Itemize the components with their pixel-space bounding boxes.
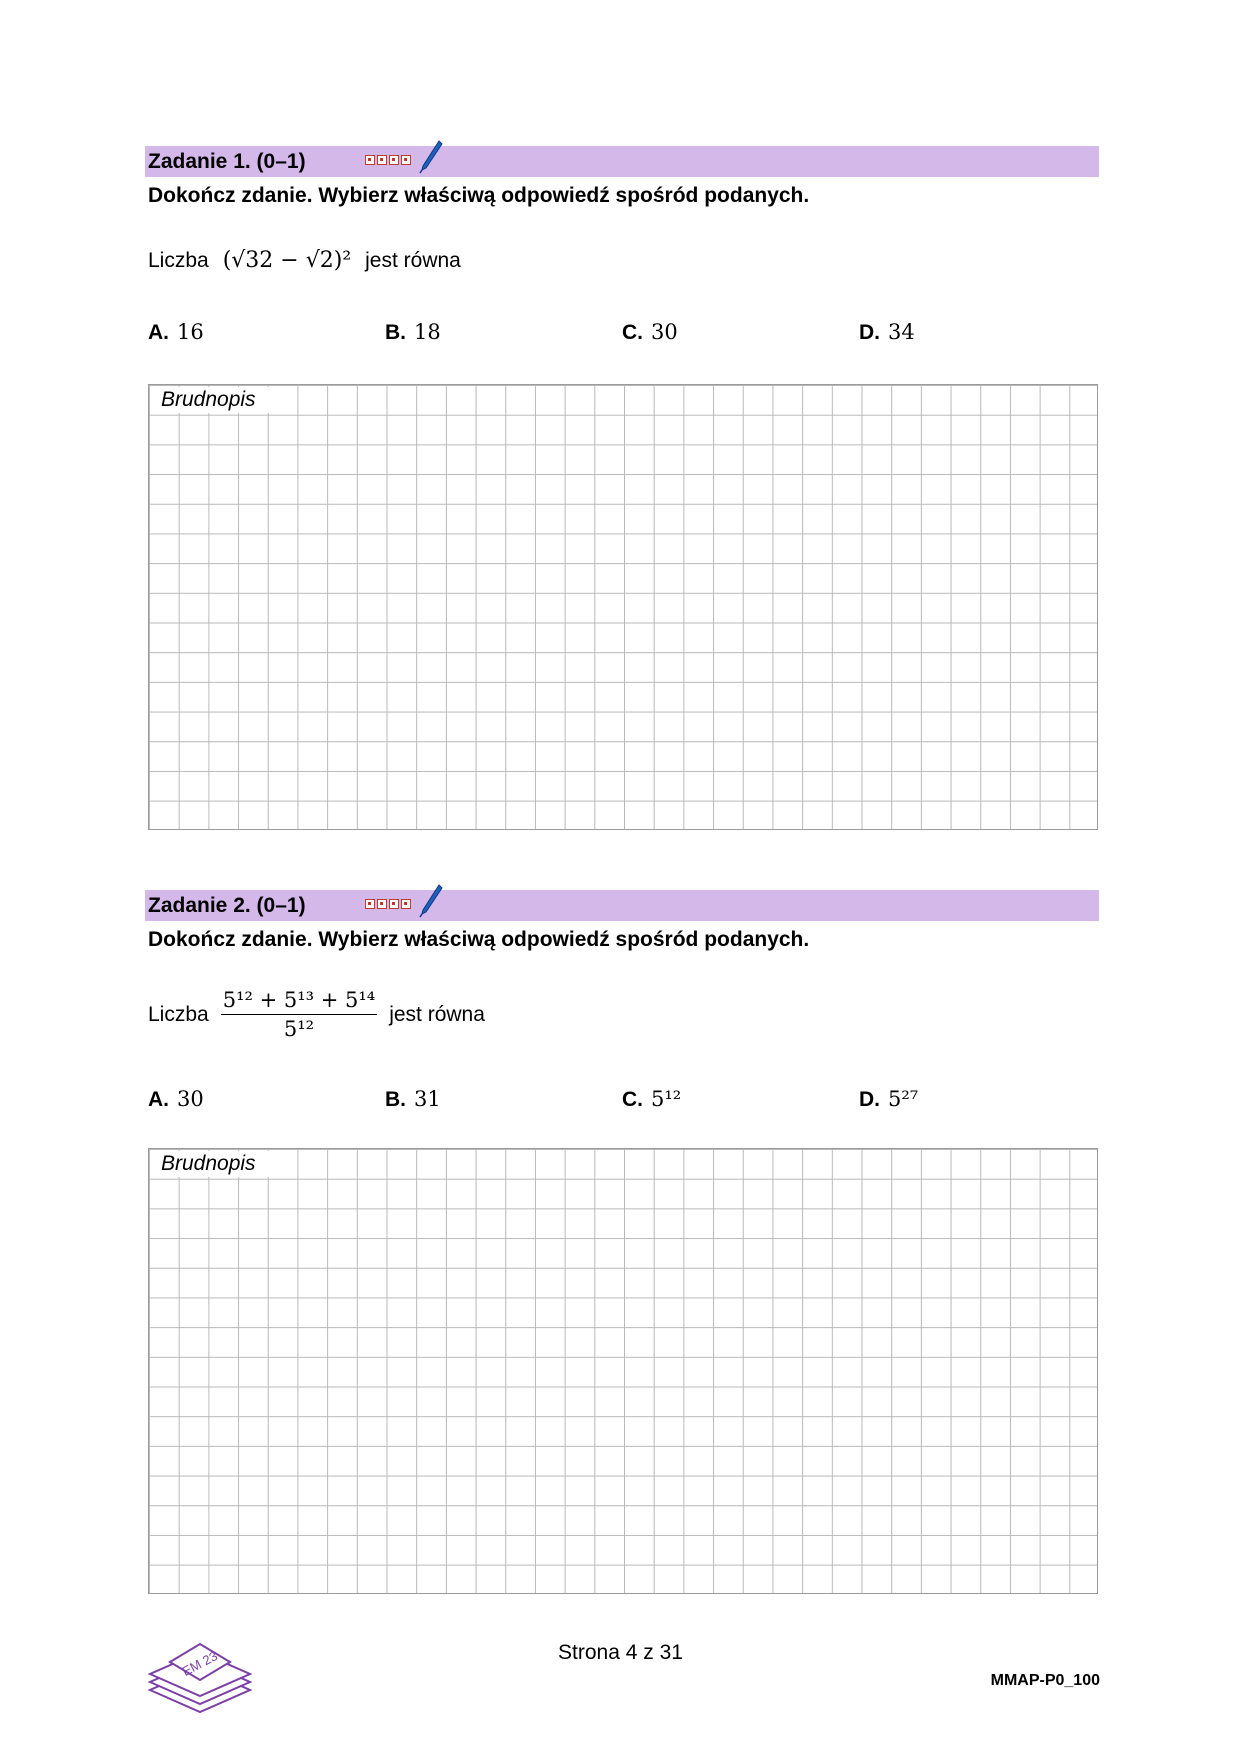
pen-icon xyxy=(419,884,443,918)
task-instruction: Dokończ zdanie. Wybierz właściwą odpowiedź spośród podanych. xyxy=(148,928,810,951)
answer-option-a[interactable] xyxy=(148,320,204,345)
task-header xyxy=(145,146,1099,177)
fraction-denominator: 5¹² xyxy=(283,1017,315,1041)
document-code: MMAP-P0_100 xyxy=(990,1672,1100,1689)
answer-letter: B. xyxy=(385,321,406,344)
answer-value: 34 xyxy=(888,320,915,344)
answer-letter: D. xyxy=(859,1088,880,1111)
answer-option-c[interactable] xyxy=(622,320,678,345)
question-suffix: jest równa xyxy=(365,248,461,272)
answer-value: 31 xyxy=(414,1087,441,1111)
page-number: Strona 4 z 31 xyxy=(558,1641,683,1664)
answer-option-b[interactable] xyxy=(385,1087,441,1112)
answer-value: 30 xyxy=(177,1087,204,1111)
answer-letter: A. xyxy=(148,1088,169,1111)
question xyxy=(148,988,485,1041)
scratch-label: Brudnopis xyxy=(159,1151,284,1177)
task-title: Zadanie 2. (0–1) xyxy=(148,894,306,917)
answer-value: 30 xyxy=(651,320,678,344)
task-title: Zadanie 1. (0–1) xyxy=(148,150,306,173)
answer-option-a[interactable] xyxy=(148,1087,204,1112)
answer-option-d[interactable] xyxy=(859,320,915,345)
scratch-grid[interactable] xyxy=(148,1148,1098,1594)
question-prefix: Liczba xyxy=(148,1002,209,1026)
task-header xyxy=(145,890,1099,921)
answer-letter: A. xyxy=(148,321,169,344)
answer-letter: B. xyxy=(385,1088,406,1111)
answer-value: 18 xyxy=(414,320,441,344)
question-suffix: jest równa xyxy=(389,1002,485,1026)
answer-value: 5²⁷ xyxy=(888,1087,919,1111)
answer-option-d[interactable] xyxy=(859,1087,918,1112)
question-prefix: Liczba xyxy=(148,248,209,272)
task-instruction: Dokończ zdanie. Wybierz właściwą odpowiedź spośród podanych. xyxy=(148,184,810,207)
answer-value: 16 xyxy=(177,320,204,344)
fraction-numerator: 5¹² + 5¹³ + 5¹⁴ xyxy=(221,988,378,1015)
question-expression: (√32 − √2)² xyxy=(222,248,352,273)
answer-letter: C. xyxy=(622,321,643,344)
grading-marks-icon xyxy=(365,155,411,165)
answer-letter: C. xyxy=(622,1088,643,1111)
grading-marks-icon xyxy=(365,899,411,909)
answer-letter: D. xyxy=(859,321,880,344)
pen-icon xyxy=(419,140,443,174)
question xyxy=(148,248,461,273)
answer-option-b[interactable] xyxy=(385,320,441,345)
question-fraction xyxy=(221,988,378,1041)
answer-value: 5¹² xyxy=(651,1087,682,1111)
logo-text: EM 23 xyxy=(179,1648,220,1680)
scratch-grid[interactable] xyxy=(148,384,1098,830)
scratch-label: Brudnopis xyxy=(159,387,284,413)
answer-option-c[interactable] xyxy=(622,1087,681,1112)
